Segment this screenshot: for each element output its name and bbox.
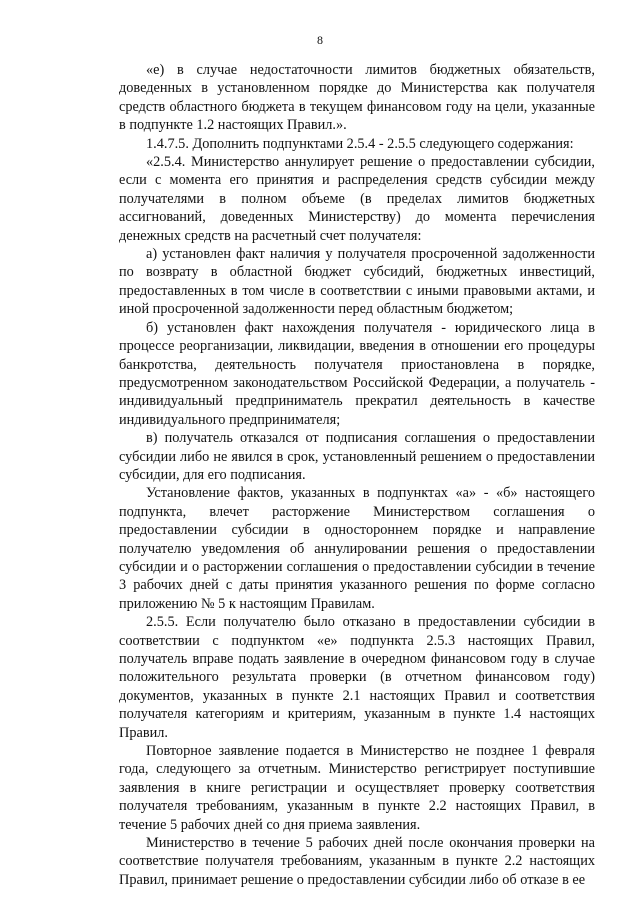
document-body [119,61,595,889]
paragraph-2-5-4: «2.5.4. Министерство аннулирует решение о предоставлении субсидии, если с момента его принятия и распределения средств субсидии между получателями в полном объеме (в пределах лимитов бюджетных ассигнований, доведенных Министерству) до момента перечисления денежных средств на расчетный счет получателя: [119,154,595,244]
page-number: 8 [317,33,323,47]
paragraph-2-5-5: 2.5.5. Если получателю было отказано в предоставлении субсидии в соответствии с подпунктом «е» подпункта 2.5.3 настоящих Правил, получатель вправе подать заявление в очередном финансовом году в случае положительного результата проверки (в отчетном финансовом году) документов, указанных в пункте 2.1 настоящих Правил и соответствия получателя категориям и критериям, указанным в пункте 1.4 настоящих Правил. [119,614,595,741]
paragraph-facts-consequence: Установление фактов, указанных в подпунктах «а» - «б» настоящего подпункта, влечет расторжение Министерством соглашения о предоставлении субсидии в одностороннем порядке и направление получателю уведомления об аннулировании решения о предоставлении субсидии и о расторжении соглашения о предоставлении субсидии в течение 3 рабочих дней с даты принятия указанного решения по форме согласно приложению № 5 к настоящим Правилам. [119,485,595,612]
paragraph-1-4-7-5: 1.4.7.5. Дополнить подпунктами 2.5.4 - 2.5.5 следующего содержания: [146,135,574,152]
paragraph-2-5-4-a: а) установлен факт наличия у получателя просроченной задолженности по возврату в областной бюджет субсидий, бюджетных инвестиций, предоставленных в том числе в соответствии с иными правовыми актами, и иной просроченной задолженности перед областным бюджетом; [119,246,595,318]
paragraph-clause-e: «е) в случае недостаточности лимитов бюджетных обязательств, доведенных в установленном порядке до Министерства как получателя средств областного бюджета в текущем финансовом году на цели, указанные в подпункте 1.2 настоящих Правил.». [119,62,595,134]
paragraph-repeat-application: Повторное заявление подается в Министерство не позднее 1 февраля года, следующего за отчетным. Министерство регистрирует поступившие заявления в книге регистрации и осуществляет проверку соответствия получателя требованиям, указанным в пункте 2.2 настоящих Правил, в течение 5 рабочих дней со дня приема заявления. [119,743,595,833]
paragraph-2-5-4-v: в) получатель отказался от подписания соглашения о предоставлении субсидии либо не явился в срок, установленный решением о предоставлении субсидии, для его подписания. [119,430,595,483]
paragraph-2-5-4-b: б) установлен факт нахождения получателя - юридического лица в процессе реорганизации, ликвидации, введения в отношении его процедуры банкротства, деятельность получателя приостановлена в порядке, предусмотренном законодательством Российской Федерации, а получатель - индивидуальный предприниматель прекратил деятельность в качестве индивидуального предпринимателя; [119,319,595,428]
paragraph-ministry-decision: Министерство в течение 5 рабочих дней после окончания проверки на соответствие получателя требованиям, указанным в пункте 2.2 настоящих Правил, принимает решение о предоставлении субсидии либо об отказе в ее [119,835,595,888]
